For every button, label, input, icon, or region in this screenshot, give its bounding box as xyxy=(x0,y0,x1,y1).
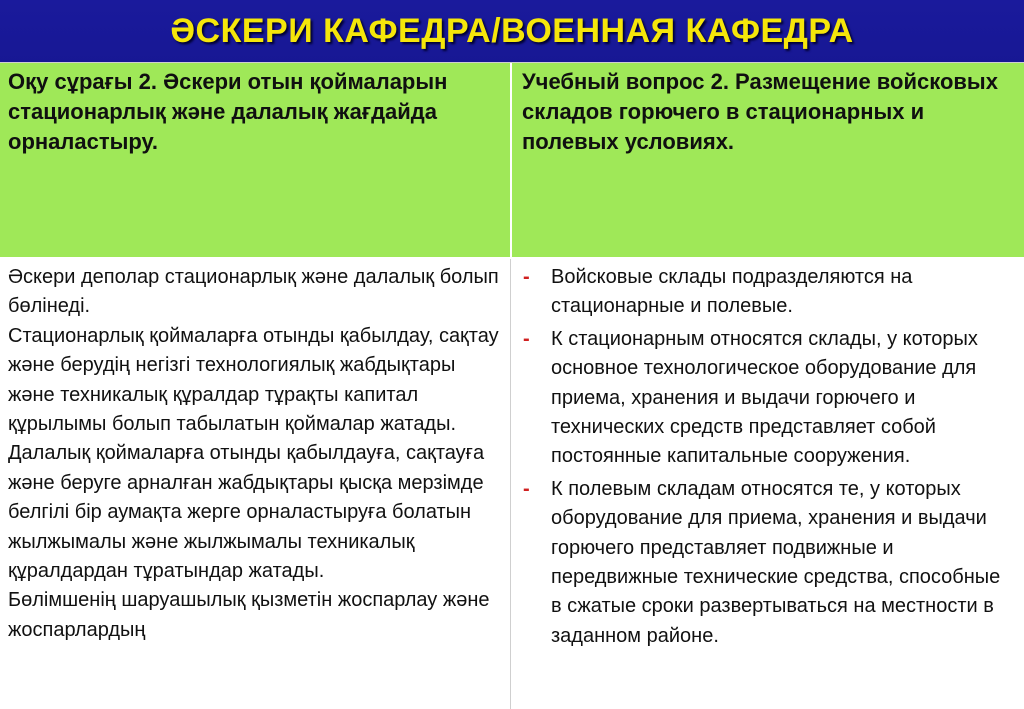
dash-bullet-icon: - xyxy=(523,266,530,288)
list-item-text: К стационарным относятся склады, у которых основное технологическое оборудование для приема, хранения и выдачи горючего и технических средств представляет собой постоянные капитальные сооружения. xyxy=(551,327,978,468)
kazakh-paragraph: Далалық қоймаларға отынды қабылдауға, сақтауға және беруге арналған жабдықтары қысқа мерзімде белгілі бір аумақта жерге орналастыруға болатын жылжымалы және жылжымалы техникалық құралдардан тұратындар жатады. xyxy=(8,442,485,583)
dash-bullet-icon: - xyxy=(523,477,530,500)
list-item-text: Войсковые склады подразделяются на стационарные и полевые. xyxy=(551,266,913,318)
list-item-text: К полевым складам относятся те, у которых оборудование для приема, хранения и выдачи горючего представляет подвижные и передвижные технические средства, способные в сжатые сроки развертываться на местности в заданном районе. xyxy=(551,477,1001,647)
dash-bullet-icon: - xyxy=(523,327,530,350)
list-item xyxy=(511,475,1014,651)
list-item xyxy=(511,263,1014,322)
table-body-row xyxy=(0,259,1024,709)
kazakh-paragraph: Стационарлық қоймаларға отынды қабылдау, сақтау және берудің негізгі технологиялық жабдықтары және техникалық құралдар тұрақты капитал құрылымы болып табылатын қоймалар жатады. xyxy=(8,324,499,436)
header-russian: Учебный вопрос 2. Размещение войсковых складов горючего в стационарных и полевых условиях. xyxy=(510,63,1024,257)
body-russian xyxy=(510,259,1024,709)
table-header-row xyxy=(0,63,1024,259)
kazakh-paragraph: Бөлімшенің шаруашылық қызметін жоспарлау және жоспарлардың xyxy=(8,589,490,641)
list-item xyxy=(511,325,1014,472)
comparison-table xyxy=(0,62,1024,709)
slide-title: ӘСКЕРИ КАФЕДРА/ВОЕННАЯ КАФЕДРА xyxy=(170,11,854,50)
header-kazakh: Оқу сұрағы 2. Әскери отын қоймаларын стационарлық және далалық жағдайда орналастыру. xyxy=(8,69,448,154)
body-kazakh xyxy=(0,259,510,709)
kazakh-paragraph: Әскери деполар стационарлық және далалық болып бөлінеді. xyxy=(8,266,499,318)
